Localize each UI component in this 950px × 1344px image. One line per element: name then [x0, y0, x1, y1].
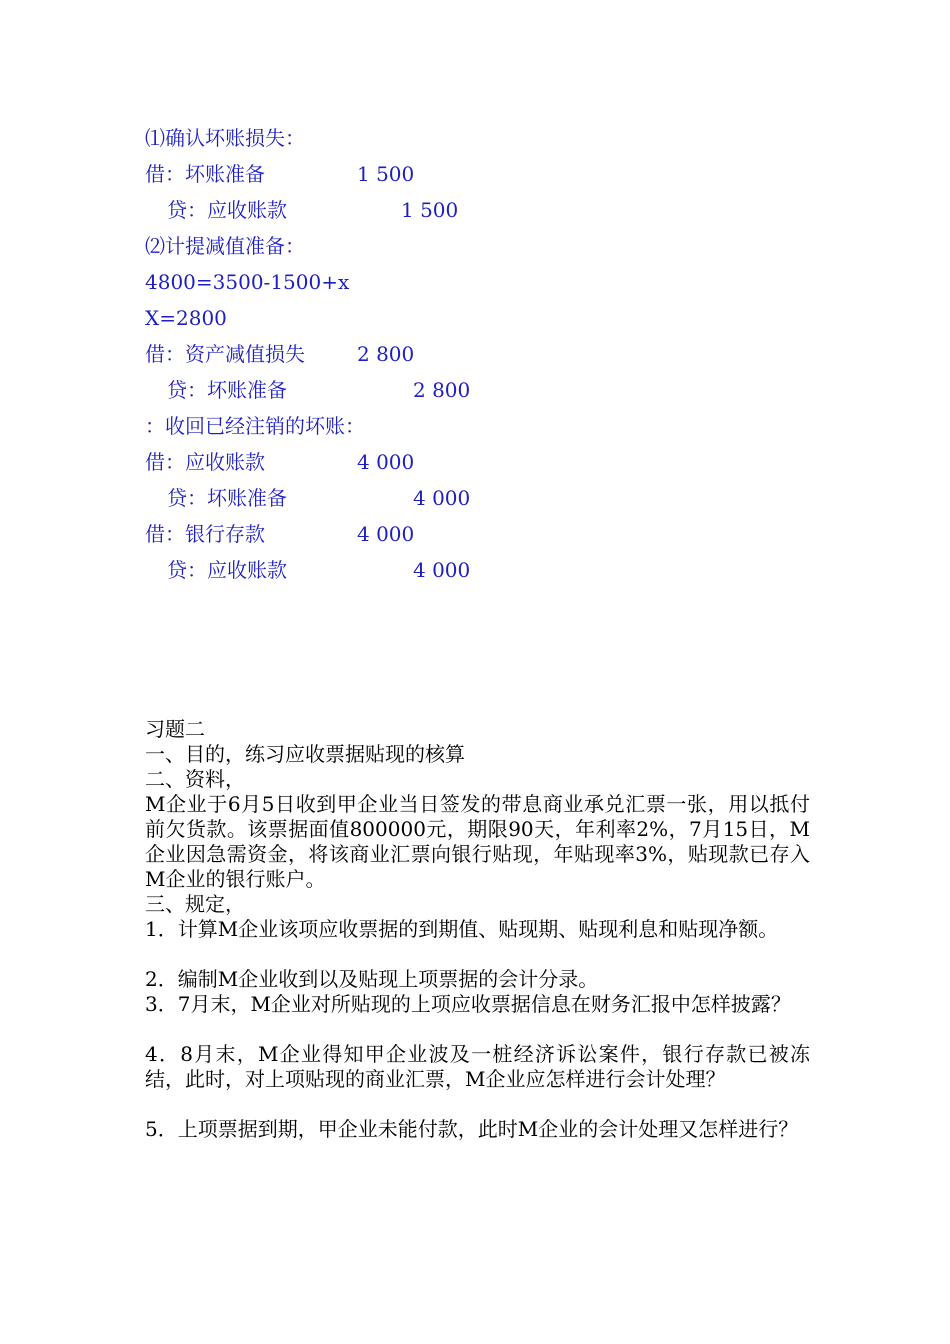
- rules-heading: 三、规定，: [145, 892, 245, 916]
- formula-result: X=2800: [145, 306, 227, 330]
- entry-credit-label: 贷：坏账准备: [167, 486, 287, 510]
- entry-debit-label: 借：银行存款: [145, 522, 265, 546]
- purpose-line: 一、目的，练习应收票据贴现的核算: [145, 742, 465, 766]
- entry-credit-amount: 4 000: [413, 558, 471, 582]
- data-heading: 二、资料，: [145, 767, 245, 791]
- question-5: 5．上项票据到期，甲企业未能付款，此时M企业的会计处理又怎样进行？: [145, 1117, 799, 1141]
- entry-debit-amount: 2 800: [357, 342, 415, 366]
- entry-credit-amount: 2 800: [413, 378, 471, 402]
- entry-debit-label: 借：资产减值损失: [145, 342, 305, 366]
- entry-debit-amount: 4 000: [357, 522, 415, 546]
- entry-credit-amount: 1 500: [401, 198, 459, 222]
- question-3: 3．7月末，M企业对所贴现的上项应收票据信息在财务汇报中怎样披露？: [145, 992, 791, 1016]
- formula-line: 4800=3500-1500+x: [145, 270, 350, 294]
- entry-credit-label: 贷：应收账款: [167, 198, 287, 222]
- entry-debit-label: 借：应收账款: [145, 450, 265, 474]
- heading-impairment: ⑵计提减值准备：: [145, 234, 305, 258]
- heading-confirm-bad-debt: ⑴确认坏账损失：: [145, 126, 305, 150]
- data-paragraph: M企业于6月5日收到甲企业当日签发的带息商业承兑汇票一张，用以抵付前欠货款。该票据面值800000元，期限90天，年利率2%，7月15日，M企业因急需资金，将该商业汇票向银行贴现，年贴现率3%，贴现款已存入M企业的银行账户。: [145, 792, 810, 891]
- entry-credit-label: 贷：应收账款: [167, 558, 287, 582]
- question-4: 4．8月末，M企业得知甲企业波及一桩经济诉讼案件，银行存款已被冻结，此时，对上项贴现的商业汇票，M企业应怎样进行会计处理？: [145, 1042, 810, 1091]
- entry-credit-label: 贷：坏账准备: [167, 378, 287, 402]
- entry-debit-label: 借：坏账准备: [145, 162, 265, 186]
- question-1: 1．计算M企业该项应收票据的到期值、贴现期、贴现利息和贴现净额。: [145, 917, 779, 941]
- heading-recover-bad-debt: ：收回已经注销的坏账：: [145, 414, 365, 438]
- entry-debit-amount: 4 000: [357, 450, 415, 474]
- exercise-title: 习题二: [145, 717, 205, 741]
- question-2: 2．编制M企业收到以及贴现上项票据的会计分录。: [145, 967, 599, 991]
- entry-debit-amount: 1 500: [357, 162, 415, 186]
- entry-credit-amount: 4 000: [413, 486, 471, 510]
